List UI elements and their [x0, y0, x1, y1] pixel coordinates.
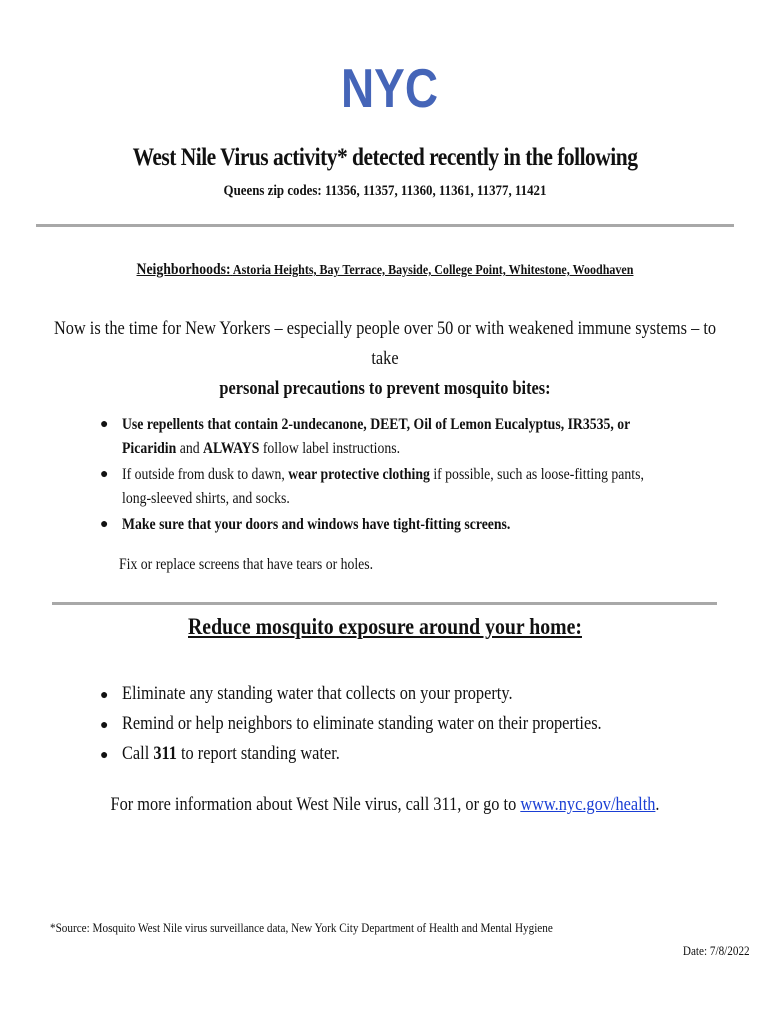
- item-text: Call: [122, 743, 154, 764]
- divider: [52, 602, 717, 605]
- picaridin-text: Picaridin: [122, 440, 177, 457]
- item-text: Remind or help neighbors to eliminate standing water on their properties.: [122, 713, 602, 734]
- intro-emphasis: personal precautions to prevent mosquito bites:: [219, 378, 551, 399]
- phone-number: 311: [153, 743, 177, 764]
- bullet-icon: ●: [100, 417, 109, 432]
- intro-paragraph: [54, 314, 716, 404]
- neighborhoods-label: Neighborhoods:: [136, 261, 231, 278]
- bullet-icon: ●: [100, 517, 109, 532]
- list-item: [100, 679, 660, 709]
- more-info-text: For more information about West Nile virus, call 311, or go to: [110, 794, 521, 815]
- repellent-text: Use repellents that contain 2-undecanone, DEET, Oil of Lemon Eucalyptus, IR3535, or: [122, 416, 631, 433]
- divider: [36, 224, 734, 227]
- bullet-icon: ●: [100, 467, 109, 482]
- bullet-icon: ●: [100, 718, 109, 733]
- date-label: Date: 7/8/2022: [683, 943, 750, 958]
- source-note: *Source: Mosquito West Nile virus surveillance data, New York City Department of Health and Mental Hygiene: [50, 920, 553, 935]
- more-info: [54, 794, 716, 816]
- item-text: if possible, such as loose-fitting pants,: [429, 466, 644, 483]
- list-item: [100, 709, 660, 739]
- bullet-icon: ●: [100, 748, 109, 763]
- item-text: to report standing water.: [176, 743, 340, 764]
- item-text: and: [176, 440, 204, 457]
- list-item: [100, 513, 660, 537]
- screens-note: Fix or replace screens that have tears or holes.: [119, 556, 374, 573]
- neighborhoods-line: [54, 261, 716, 279]
- logo-text: NYC: [341, 57, 438, 119]
- home-list: [100, 679, 660, 769]
- intro-line: Now is the time for New Yorkers – especially people over 50 or with weakened immune systems – to take: [53, 318, 717, 369]
- precautions-list: [100, 413, 660, 539]
- more-info-end: .: [655, 794, 660, 815]
- item-text: follow label instructions.: [259, 440, 401, 457]
- screens-text: Make sure that your doors and windows have tight-fitting screens.: [122, 516, 511, 533]
- bullet-icon: ●: [100, 688, 109, 703]
- neighborhoods-list: Astoria Heights, Bay Terrace, Bayside, College Point, Whitestone, Woodhaven: [232, 263, 634, 278]
- page-title: West Nile Virus activity* detected recently in the following: [132, 144, 638, 171]
- clothing-text: wear protective clothing: [288, 466, 430, 483]
- item-text: long-sleeved shirts, and socks.: [122, 490, 290, 507]
- item-text: If outside from dusk to dawn,: [122, 466, 289, 483]
- health-link[interactable]: www.nyc.gov/health: [520, 794, 656, 815]
- always-text: ALWAYS: [203, 440, 260, 457]
- zip-codes: Queens zip codes: 11356, 11357, 11360, 11361, 11377, 11421: [223, 183, 547, 199]
- nyc-logo: [341, 57, 438, 119]
- list-item: [100, 413, 660, 461]
- section-heading: Reduce mosquito exposure around your home:: [188, 614, 582, 639]
- list-item: [100, 739, 660, 769]
- item-text: Eliminate any standing water that collects on your property.: [122, 683, 513, 704]
- list-item: [100, 463, 660, 511]
